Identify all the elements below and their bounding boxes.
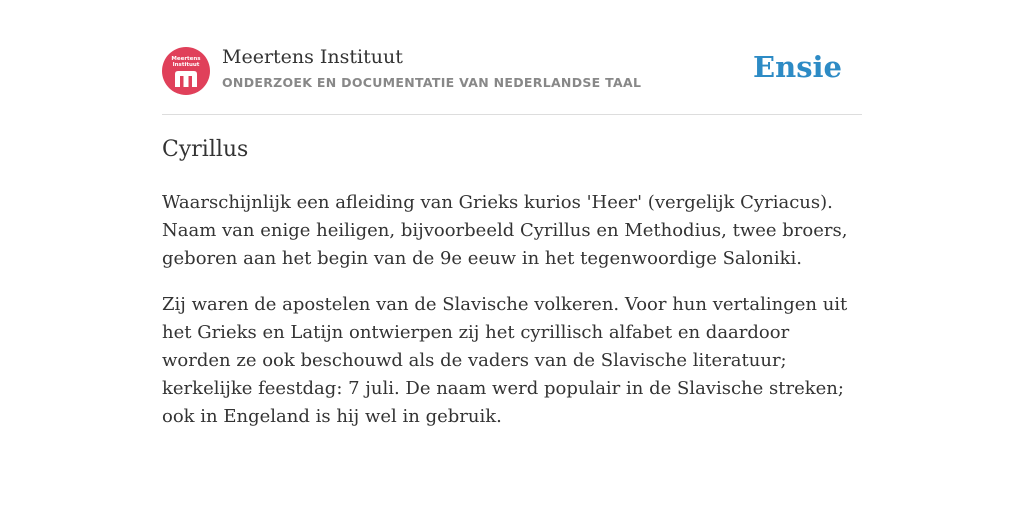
article-paragraph: Zij waren de apostelen van de Slavische volkeren. Voor hun vertalingen uit het Grieks en Latijn ontwierpen zij het cyrillisch alfabet en daardoor worden ze ook beschouwd als de vaders van de Slavische literatuur; kerkelijke feestdag: 7 juli. De naam werd populair in de Slavische streken; ook in Engeland is hij wel in gebruik. — [162, 294, 848, 427]
brand-logo[interactable]: Ensie — [753, 50, 842, 84]
org-subtitle: ONDERZOEK EN DOCUMENTATIE VAN NEDERLANDSE TAAL — [222, 75, 642, 90]
logo-text-line2: Instituut — [172, 62, 200, 68]
header — [162, 44, 862, 115]
logo-m-mark-icon — [174, 70, 198, 88]
logo-text-line1: Meertens — [171, 56, 201, 62]
article-body — [162, 189, 862, 449]
article-paragraph: Waarschijnlijk een afleiding van Grieks kurios 'Heer' (vergelijk Cyriacus). Naam van enige heiligen, bijvoorbeeld Cyrillus en Methodius, twee broers, geboren aan het begin van de 9e eeuw in het tegenwoordige Saloniki. — [162, 192, 848, 269]
org-name[interactable]: Meertens Instituut — [222, 46, 403, 68]
page-title: Cyrillus — [162, 137, 249, 162]
meertens-logo-icon[interactable] — [162, 47, 210, 95]
